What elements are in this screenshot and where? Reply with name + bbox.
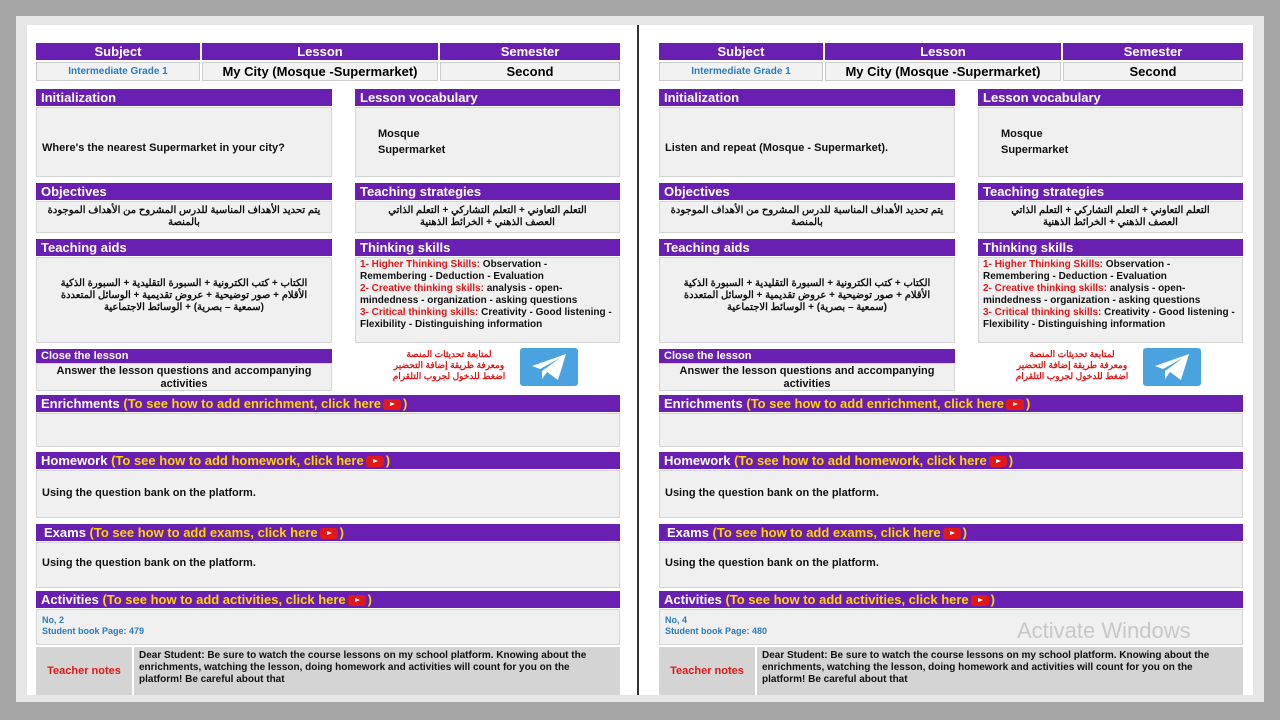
objectives-text: يتم تحديد الأهداف المناسبة للدرس المشروح من الأهداف الموجودة بالمنصة (670, 205, 944, 228)
lesson-value: My City (Mosque -Supermarket) (825, 62, 1061, 81)
telegram-icon[interactable] (520, 348, 578, 386)
creative-thinking: 2- Creative thinking skills: analysis - open-mindedness - organization - asking questions (360, 283, 578, 306)
student-book-page: Student book Page: 480 (665, 626, 768, 636)
youtube-icon[interactable] (943, 528, 961, 539)
objectives-box (36, 201, 332, 233)
subject-value: Intermediate Grade 1 (36, 62, 200, 81)
semester-header: Semester (440, 43, 620, 60)
vocabulary-box (978, 107, 1243, 177)
enrichments-header: Enrichments (To see how to add enrichment, click here ) (659, 395, 1243, 412)
lesson-plan-right (659, 43, 1243, 695)
initialization-text: Where's the nearest Supermarket in your city? (42, 142, 285, 154)
close-text: Answer the lesson questions and accompanying activities (679, 365, 935, 390)
telegram-note[interactable]: لمتابعة تحديثات المنصة ومعرفة طريقة إضافة التحضير اضغط للدخول لجروب التلقرام (1015, 349, 1129, 381)
homework-link[interactable]: (To see how to add homework, click here (734, 453, 987, 468)
strategies-box (978, 201, 1243, 233)
objectives-header: Objectives (36, 183, 332, 200)
activities-header: Activities (To see how to add activities, click here ) (36, 591, 620, 608)
enrichment-link[interactable]: (To see how to add enrichment, click here (746, 396, 1005, 411)
homework-text: Using the question bank on the platform. (42, 487, 256, 499)
strategies-box (355, 201, 620, 233)
activities-link[interactable]: (To see how to add activities, click here (725, 592, 969, 607)
semester-header: Semester (1063, 43, 1243, 60)
youtube-icon[interactable] (971, 595, 989, 606)
exams-header: Exams (To see how to add exams, click here ) (36, 524, 620, 541)
vocabulary-header: Lesson vocabulary (978, 89, 1243, 106)
activities-box (36, 609, 620, 645)
strategies-text: العصف الذهني + الخرائط الذهنية (420, 217, 555, 228)
close-header: Close the lesson (36, 349, 332, 363)
homework-box (36, 470, 620, 518)
lesson-plan-page (27, 25, 1253, 695)
higher-thinking: 1- Higher Thinking Skills: Observation - Remembering - Deduction - Evaluation (360, 259, 548, 282)
exams-header: Exams (To see how to add exams, click here ) (659, 524, 1243, 541)
lesson-plan-left (36, 43, 620, 695)
enrichments-box (659, 413, 1243, 447)
vocab-item: Supermarket (1001, 144, 1069, 156)
homework-text: Using the question bank on the platform. (665, 487, 879, 499)
aids-text: الكتاب + كتب الكترونية + السبورة التقليدية + السبورة الذكية الأقلام + صور توضيحية + عروض تقديمية + الوسائل المتعددة (سمعية – بصرية) + الوسائط الاجتماعية (683, 278, 931, 313)
homework-header: Homework (To see how to add homework, click here ) (659, 452, 1243, 469)
telegram-note[interactable]: لمتابعة تحديثات المنصة ومعرفة طريقة إضافة التحضير اضغط للدخول لجروب التلقرام (392, 349, 506, 381)
strategies-text: العصف الذهني + الخرائط الذهنية (1043, 217, 1178, 228)
exams-link[interactable]: (To see how to add exams, click here (712, 525, 941, 540)
youtube-icon[interactable] (348, 595, 366, 606)
initialization-header: Initialization (659, 89, 955, 106)
objectives-text: يتم تحديد الأهداف المناسبة للدرس المشروح من الأهداف الموجودة بالمنصة (47, 205, 321, 228)
activity-number: No, 4 (665, 615, 688, 625)
critical-thinking: 3- Critical thinking skills: Creativity - Good listening - Flexibility - Distinguishing information (983, 307, 1235, 330)
creative-thinking: 2- Creative thinking skills: analysis - open-mindedness - organization - asking questions (983, 283, 1201, 306)
exams-link[interactable]: (To see how to add exams, click here (89, 525, 318, 540)
youtube-icon[interactable] (320, 528, 338, 539)
column-divider (637, 25, 639, 695)
teacher-notes-text: Dear Student: Be sure to watch the course lessons on my school platform. Knowing about the enrichments, watching the lesson, doing homework and activities will count for you on the platform! Be careful about that (134, 647, 620, 695)
objectives-box (659, 201, 955, 233)
teacher-notes-label: Teacher notes (659, 647, 755, 695)
enrichments-box (36, 413, 620, 447)
telegram-icon[interactable] (1143, 348, 1201, 386)
homework-header: Homework (To see how to add homework, click here ) (36, 452, 620, 469)
vocabulary-box (355, 107, 620, 177)
youtube-icon[interactable] (383, 399, 401, 410)
activities-link[interactable]: (To see how to add activities, click here (102, 592, 346, 607)
thinking-box (355, 257, 620, 343)
lesson-value: My City (Mosque -Supermarket) (202, 62, 438, 81)
enrichment-link[interactable]: (To see how to add enrichment, click here (123, 396, 382, 411)
youtube-icon[interactable] (1006, 399, 1024, 410)
strategies-text: التعلم التعاوني + التعلم التشاركي + التعلم الذاتي (1011, 205, 1210, 216)
exams-box (659, 542, 1243, 588)
aids-box (659, 257, 955, 343)
teacher-notes-text: Dear Student: Be sure to watch the course lessons on my school platform. Knowing about the enrichments, watching the lesson, doing homework and activities will count for you on the platform! Be careful about that (757, 647, 1243, 695)
thinking-box (978, 257, 1243, 343)
homework-link[interactable]: (To see how to add homework, click here (111, 453, 364, 468)
exams-box (36, 542, 620, 588)
thinking-header: Thinking skills (355, 239, 620, 256)
higher-thinking: 1- Higher Thinking Skills: Observation - Remembering - Deduction - Evaluation (983, 259, 1171, 282)
aids-box (36, 257, 332, 343)
subject-header: Subject (36, 43, 200, 60)
youtube-icon[interactable] (366, 456, 384, 467)
aids-text: الكتاب + كتب الكترونية + السبورة التقليدية + السبورة الذكية الأقلام + صور توضيحية + عروض تقديمية + الوسائل المتعددة (سمعية – بصرية) + الوسائط الاجتماعية (60, 278, 308, 313)
initialization-header: Initialization (36, 89, 332, 106)
lesson-header: Lesson (825, 43, 1061, 60)
thinking-header: Thinking skills (978, 239, 1243, 256)
subject-value: Intermediate Grade 1 (659, 62, 823, 81)
objectives-header: Objectives (659, 183, 955, 200)
aids-header: Teaching aids (36, 239, 332, 256)
homework-box (659, 470, 1243, 518)
close-text: Answer the lesson questions and accompanying activities (56, 365, 312, 390)
vocab-item: Mosque (1001, 128, 1043, 140)
exams-text: Using the question bank on the platform. (665, 557, 879, 569)
initialization-box (36, 107, 332, 177)
subject-header: Subject (659, 43, 823, 60)
strategies-text: التعلم التعاوني + التعلم التشاركي + التعلم الذاتي (388, 205, 587, 216)
activities-header: Activities (To see how to add activities, click here ) (659, 591, 1243, 608)
student-book-page: Student book Page: 479 (42, 626, 145, 636)
close-box (659, 363, 955, 391)
lesson-header: Lesson (202, 43, 438, 60)
critical-thinking: 3- Critical thinking skills: Creativity - Good listening - Flexibility - Distinguishing information (360, 307, 612, 330)
vocab-item: Mosque (378, 128, 420, 140)
aids-header: Teaching aids (659, 239, 955, 256)
activate-windows-watermark: Activate Windows (1017, 618, 1191, 643)
vocab-item: Supermarket (378, 144, 446, 156)
initialization-text: Listen and repeat (Mosque - Supermarket). (665, 142, 889, 154)
slide-frame (16, 16, 1264, 702)
close-box (36, 363, 332, 391)
semester-value: Second (440, 62, 620, 81)
semester-value: Second (1063, 62, 1243, 81)
activity-number: No, 2 (42, 615, 65, 625)
strategies-header: Teaching strategies (355, 183, 620, 200)
teacher-notes-label: Teacher notes (36, 647, 132, 695)
initialization-box (659, 107, 955, 177)
vocabulary-header: Lesson vocabulary (355, 89, 620, 106)
close-header: Close the lesson (659, 349, 955, 363)
strategies-header: Teaching strategies (978, 183, 1243, 200)
youtube-icon[interactable] (989, 456, 1007, 467)
enrichments-header: Enrichments (To see how to add enrichment, click here ) (36, 395, 620, 412)
exams-text: Using the question bank on the platform. (42, 557, 256, 569)
